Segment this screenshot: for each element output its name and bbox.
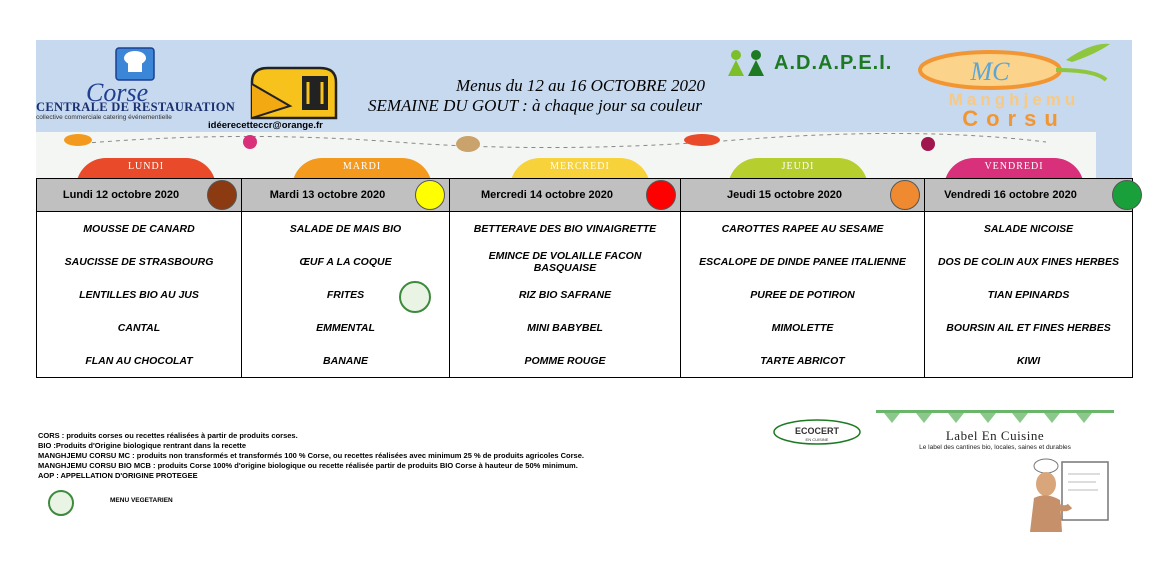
menu-cell: SALADE DE MAIS BIO: [242, 212, 450, 246]
beet-icon: [921, 137, 935, 151]
ecocert-logo: [772, 418, 862, 446]
menu-title: Menus du 12 au 16 OCTOBRE 2020: [456, 76, 706, 95]
carrot-icon: [64, 134, 92, 146]
table-row: [37, 245, 1133, 278]
menu-cell: RIZ BIO SAFRANE: [450, 278, 681, 311]
chili-icon: [684, 134, 720, 146]
menu-cell: TARTE ABRICOT: [681, 344, 925, 378]
day-color-dot: [890, 180, 920, 210]
vegetarian-badge-icon: [399, 281, 431, 313]
header-banner: [36, 40, 1132, 178]
menu-cell: BETTERAVE DES BIO VINAIGRETTE: [450, 212, 681, 246]
day-pill-jeudi: JEUDI: [728, 158, 868, 178]
legend: [38, 431, 584, 481]
mailbox-icon: [246, 62, 342, 126]
day-color-dot: [646, 180, 676, 210]
vegetarian-label: MENU VEGETARIEN: [110, 497, 173, 504]
day-pill-mercredi: MERCREDI: [510, 158, 650, 178]
menu-cell: EMMENTAL: [242, 311, 450, 344]
menu-header-row: [37, 179, 1133, 212]
menu-cell: KIWI: [925, 344, 1133, 378]
people-icon: [726, 48, 772, 78]
day-header-jeudi: Jeudi 15 octobre 2020: [681, 179, 925, 212]
mc-text-2: Corsu: [962, 106, 1066, 130]
menu-cell: FRITES: [242, 278, 450, 311]
menu-cell: ESCALOPE DE DINDE PANEE ITALIENNE: [681, 245, 925, 278]
menu-cell: TIAN EPINARDS: [925, 278, 1133, 311]
table-row: [37, 311, 1133, 344]
menu-table: [36, 178, 1133, 378]
legend-item: AOP : APPELLATION D'ORIGINE PROTEGEE: [38, 471, 198, 480]
manghjemu-corsu-logo: [896, 40, 1132, 130]
menu-subtitle: SEMAINE DU GOUT : à chaque jour sa couleur: [368, 96, 702, 115]
menu-cell: POMME ROUGE: [450, 344, 681, 378]
chef-hat-icon: [106, 46, 164, 82]
legend-item: MANGHJEMU CORSU BIO MCB : produits Corse 100% d'origine biologique ou recette réalisée partir de produits BIO Corse à hauteur de 50% minimum.: [38, 461, 578, 470]
day-color-dot: [415, 180, 445, 210]
table-row: [37, 278, 1133, 311]
menu-cell: SALADE NICOISE: [925, 212, 1133, 246]
menu-cell: FLAN AU CHOCOLAT: [37, 344, 242, 378]
legend-item: MANGHJEMU CORSU MC : produits non transformés et transformés 100 % Corse, ou recettes réalisées avec minimum 25 % de produits agricoles Corse.: [38, 451, 584, 460]
day-pill-mardi: MARDI: [292, 158, 432, 178]
day-color-strip: [36, 132, 1096, 178]
day-color-dot: [207, 180, 237, 210]
brand-name: Corse: [86, 78, 149, 107]
legend-item: BIO :Produits d'Origine biologique rentrant dans la recette: [38, 441, 247, 450]
label-cuisine-title: Label En Cuisine: [945, 428, 1045, 443]
menu-cell: CANTAL: [37, 311, 242, 344]
menu-cell: LENTILLES BIO AU JUS: [37, 278, 242, 311]
table-row: [37, 344, 1133, 378]
potato-icon: [456, 136, 480, 152]
menu-cell: DOS DE COLIN AUX FINES HERBES: [925, 245, 1133, 278]
vegetarian-badge-icon: [48, 490, 74, 516]
day-pill-lundi: LUNDI: [76, 158, 216, 178]
day-header-mardi: Mardi 13 octobre 2020: [242, 179, 450, 212]
bunting-icon: [876, 410, 1114, 424]
brand-sub: CENTRALE DE RESTAURATION: [36, 100, 236, 114]
radish-icon: [243, 135, 257, 149]
menu-cell: MOUSSE DE CANARD: [37, 212, 242, 246]
mc-initials: MC: [970, 57, 1010, 86]
label-en-cuisine-logo: [876, 410, 1114, 456]
menu-cell: EMINCE DE VOLAILLE FACON BASQUAISE: [450, 245, 681, 278]
adapei-logo: [726, 48, 893, 78]
chef-illustration: [1028, 456, 1112, 532]
day-header-vendredi: Vendredi 16 octobre 2020: [925, 179, 1133, 212]
menu-cell: MIMOLETTE: [681, 311, 925, 344]
brand-tagline: collective commerciale catering événementielle: [36, 114, 172, 121]
legend-item: CORS : produits corses ou recettes réalisées à partir de produits corses.: [38, 431, 298, 440]
menu-cell: MINI BABYBEL: [450, 311, 681, 344]
ecocert-text: ECOCERT: [794, 426, 840, 436]
ecocert-sub: EN CUISINE: [805, 437, 829, 442]
day-color-dot: [1112, 180, 1142, 210]
menu-cell: SAUCISSE DE STRASBOURG: [37, 245, 242, 278]
menu-cell: BOURSIN AIL ET FINES HERBES: [925, 311, 1133, 344]
corse-restauration-logo: [36, 44, 246, 124]
day-pill-vendredi: VENDREDI: [944, 158, 1084, 178]
menu-cell: ŒUF A LA COQUE: [242, 245, 450, 278]
mc-text-1: Manghjemu: [948, 90, 1080, 109]
label-cuisine-sub: Le label des cantines bio, locales, saines et durables: [919, 444, 1071, 451]
day-header-lundi: Lundi 12 octobre 2020: [37, 179, 242, 212]
adapei-text: A.D.A.P.E.I.: [774, 52, 893, 74]
day-header-mercredi: Mercredi 14 octobre 2020: [450, 179, 681, 212]
table-row: [37, 212, 1133, 246]
menu-cell: CAROTTES RAPEE AU SESAME: [681, 212, 925, 246]
menu-cell: PUREE DE POTIRON: [681, 278, 925, 311]
contact-email[interactable]: idéerecetteccr@orange.fr: [208, 120, 323, 131]
menu-cell: BANANE: [242, 344, 450, 378]
